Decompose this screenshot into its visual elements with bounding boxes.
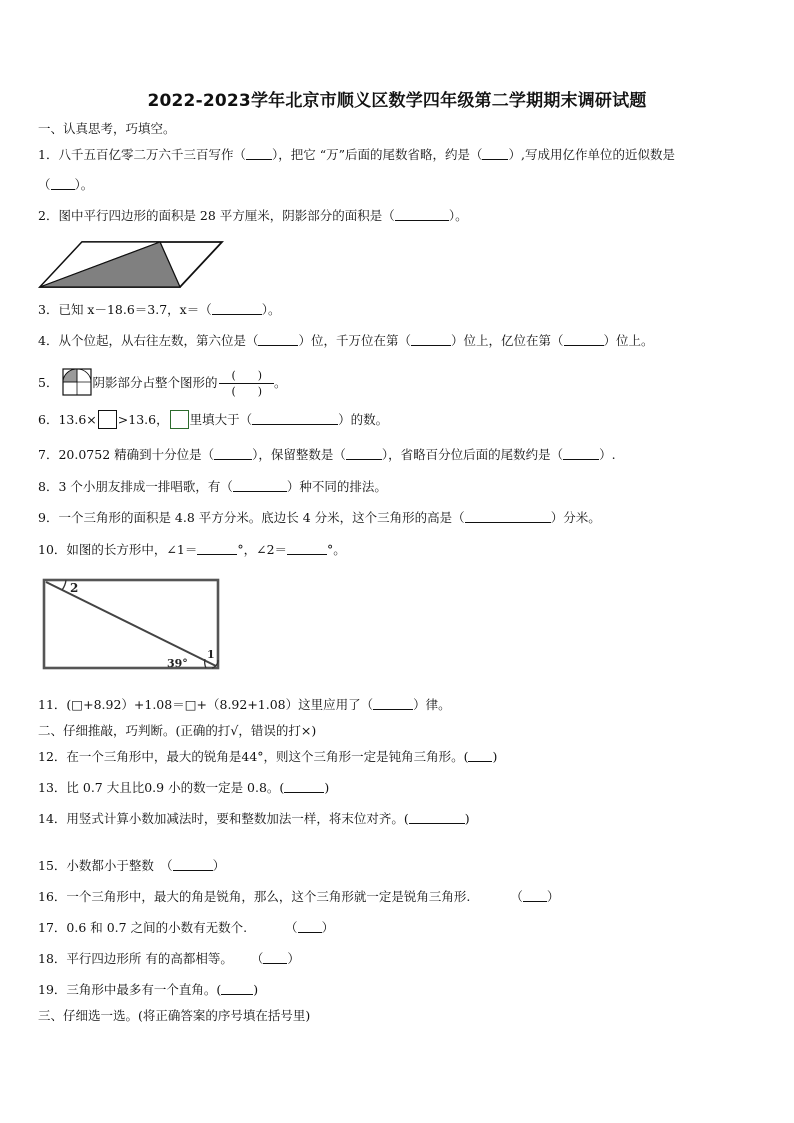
question-10: 10．如图的长方形中，∠1＝ °，∠2＝ °。 [38, 542, 346, 557]
question-19: 19．三角形中最多有一个直角。( ) [38, 982, 259, 997]
question-7: 7．20.0752 精确到十分位是（ ），保留整数是（ ），省略百分位后面的尾数约是（ ）. [38, 447, 616, 462]
question-15: 15．小数都小于整数 （ ） [38, 858, 226, 873]
quarter-circle-figure [62, 368, 92, 396]
box-symbol [170, 410, 189, 429]
answer-blank[interactable] [258, 333, 298, 346]
answer-blank[interactable] [409, 811, 465, 824]
answer-blank[interactable] [411, 333, 451, 346]
answer-blank[interactable] [395, 208, 449, 221]
answer-blank[interactable] [482, 147, 508, 160]
answer-blank[interactable] [214, 447, 252, 460]
answer-blank[interactable] [173, 858, 213, 871]
answer-blank[interactable] [246, 147, 272, 160]
answer-blank[interactable] [346, 447, 382, 460]
answer-blank[interactable] [298, 920, 322, 933]
question-14: 14．用竖式计算小数加减法时，要和整数加法一样，将末位对齐。( ) [38, 811, 470, 826]
answer-blank[interactable] [197, 542, 237, 555]
question-1: 1．八千五百亿零二万六千三百写作（ ），把它 “万”后面的尾数省略，约是（ ）,写成用亿作单位的近似数是 [38, 147, 675, 162]
angle-39-label: 39° [167, 657, 188, 670]
answer-blank[interactable] [212, 302, 262, 315]
question-11: 11．(□+8.92）+1.08＝□+（8.92+1.08）这里应用了（ ）律。 [38, 697, 451, 712]
section-2-heading: 二、仔细推敲，巧判断。(正确的打√，错误的打×) [38, 723, 317, 738]
rectangle-figure [40, 576, 222, 672]
question-18: 18．平行四边形所 有的高都相等。 （ ） [38, 951, 300, 966]
answer-blank[interactable] [252, 412, 338, 425]
question-6: 6．13.6× >13.6， 里填大于（ ）的数。 [38, 412, 389, 427]
question-17: 17．0.6 和 0.7 之间的小数有无数个. （ ） [38, 920, 335, 935]
answer-blank[interactable] [564, 333, 604, 346]
question-16: 16．一个三角形中，最大的角是锐角，那么，这个三角形就一定是锐角三角形. （ ） [38, 889, 560, 904]
answer-blank[interactable] [287, 542, 327, 555]
question-12: 12．在一个三角形中，最大的锐角是44°，则这个三角形一定是钝角三角形。( ) [38, 749, 498, 764]
question-8: 8．3 个小朋友排成一排唱歌，有（ ）种不同的排法。 [38, 479, 387, 494]
answer-blank[interactable] [263, 951, 287, 964]
answer-blank[interactable] [468, 749, 492, 762]
answer-blank[interactable] [284, 780, 324, 793]
angle-2-label: 2 [70, 581, 79, 595]
question-4: 4．从个位起，从右往左数，第六位是（ ）位，千万位在第（ ）位上，亿位在第（ ）位上。 [38, 333, 654, 348]
answer-box[interactable] [98, 410, 117, 429]
question-13: 13．比 0.7 大且比0.9 小的数一定是 0.8。( ) [38, 780, 330, 795]
question-3: 3．已知 x－18.6＝3.7，x＝（ ）。 [38, 302, 281, 317]
parallelogram-figure [38, 240, 224, 290]
answer-fraction[interactable]: $\frac{( )}{( )}$ [219, 369, 274, 398]
answer-blank[interactable] [51, 177, 75, 190]
answer-blank[interactable] [233, 479, 287, 492]
question-2: 2．图中平行四边形的面积是 28 平方厘米，阴影部分的面积是（ ）。 [38, 208, 468, 223]
page-title: 2022-2023学年北京市顺义区数学四年级第二学期期末调研试题 [147, 91, 647, 111]
section-3-heading: 三、仔细选一选。(将正确答案的序号填在括号里) [38, 1008, 311, 1023]
answer-blank[interactable] [373, 697, 413, 710]
section-1-heading: 一、认真思考，巧填空。 [38, 121, 176, 136]
question-5: 5． 阴影部分占整个图形的 $\frac{( )}{( )}$ 。 [38, 369, 287, 398]
angle-1-label: 1 [207, 648, 215, 661]
question-1-cont: （ ）。 [38, 177, 94, 192]
answer-blank[interactable] [523, 889, 547, 902]
answer-blank[interactable] [563, 447, 599, 460]
answer-blank[interactable] [465, 510, 551, 523]
question-9: 9．一个三角形的面积是 4.8 平方分米。底边长 4 分米，这个三角形的高是（ ）分米。 [38, 510, 601, 525]
answer-blank[interactable] [221, 982, 253, 995]
